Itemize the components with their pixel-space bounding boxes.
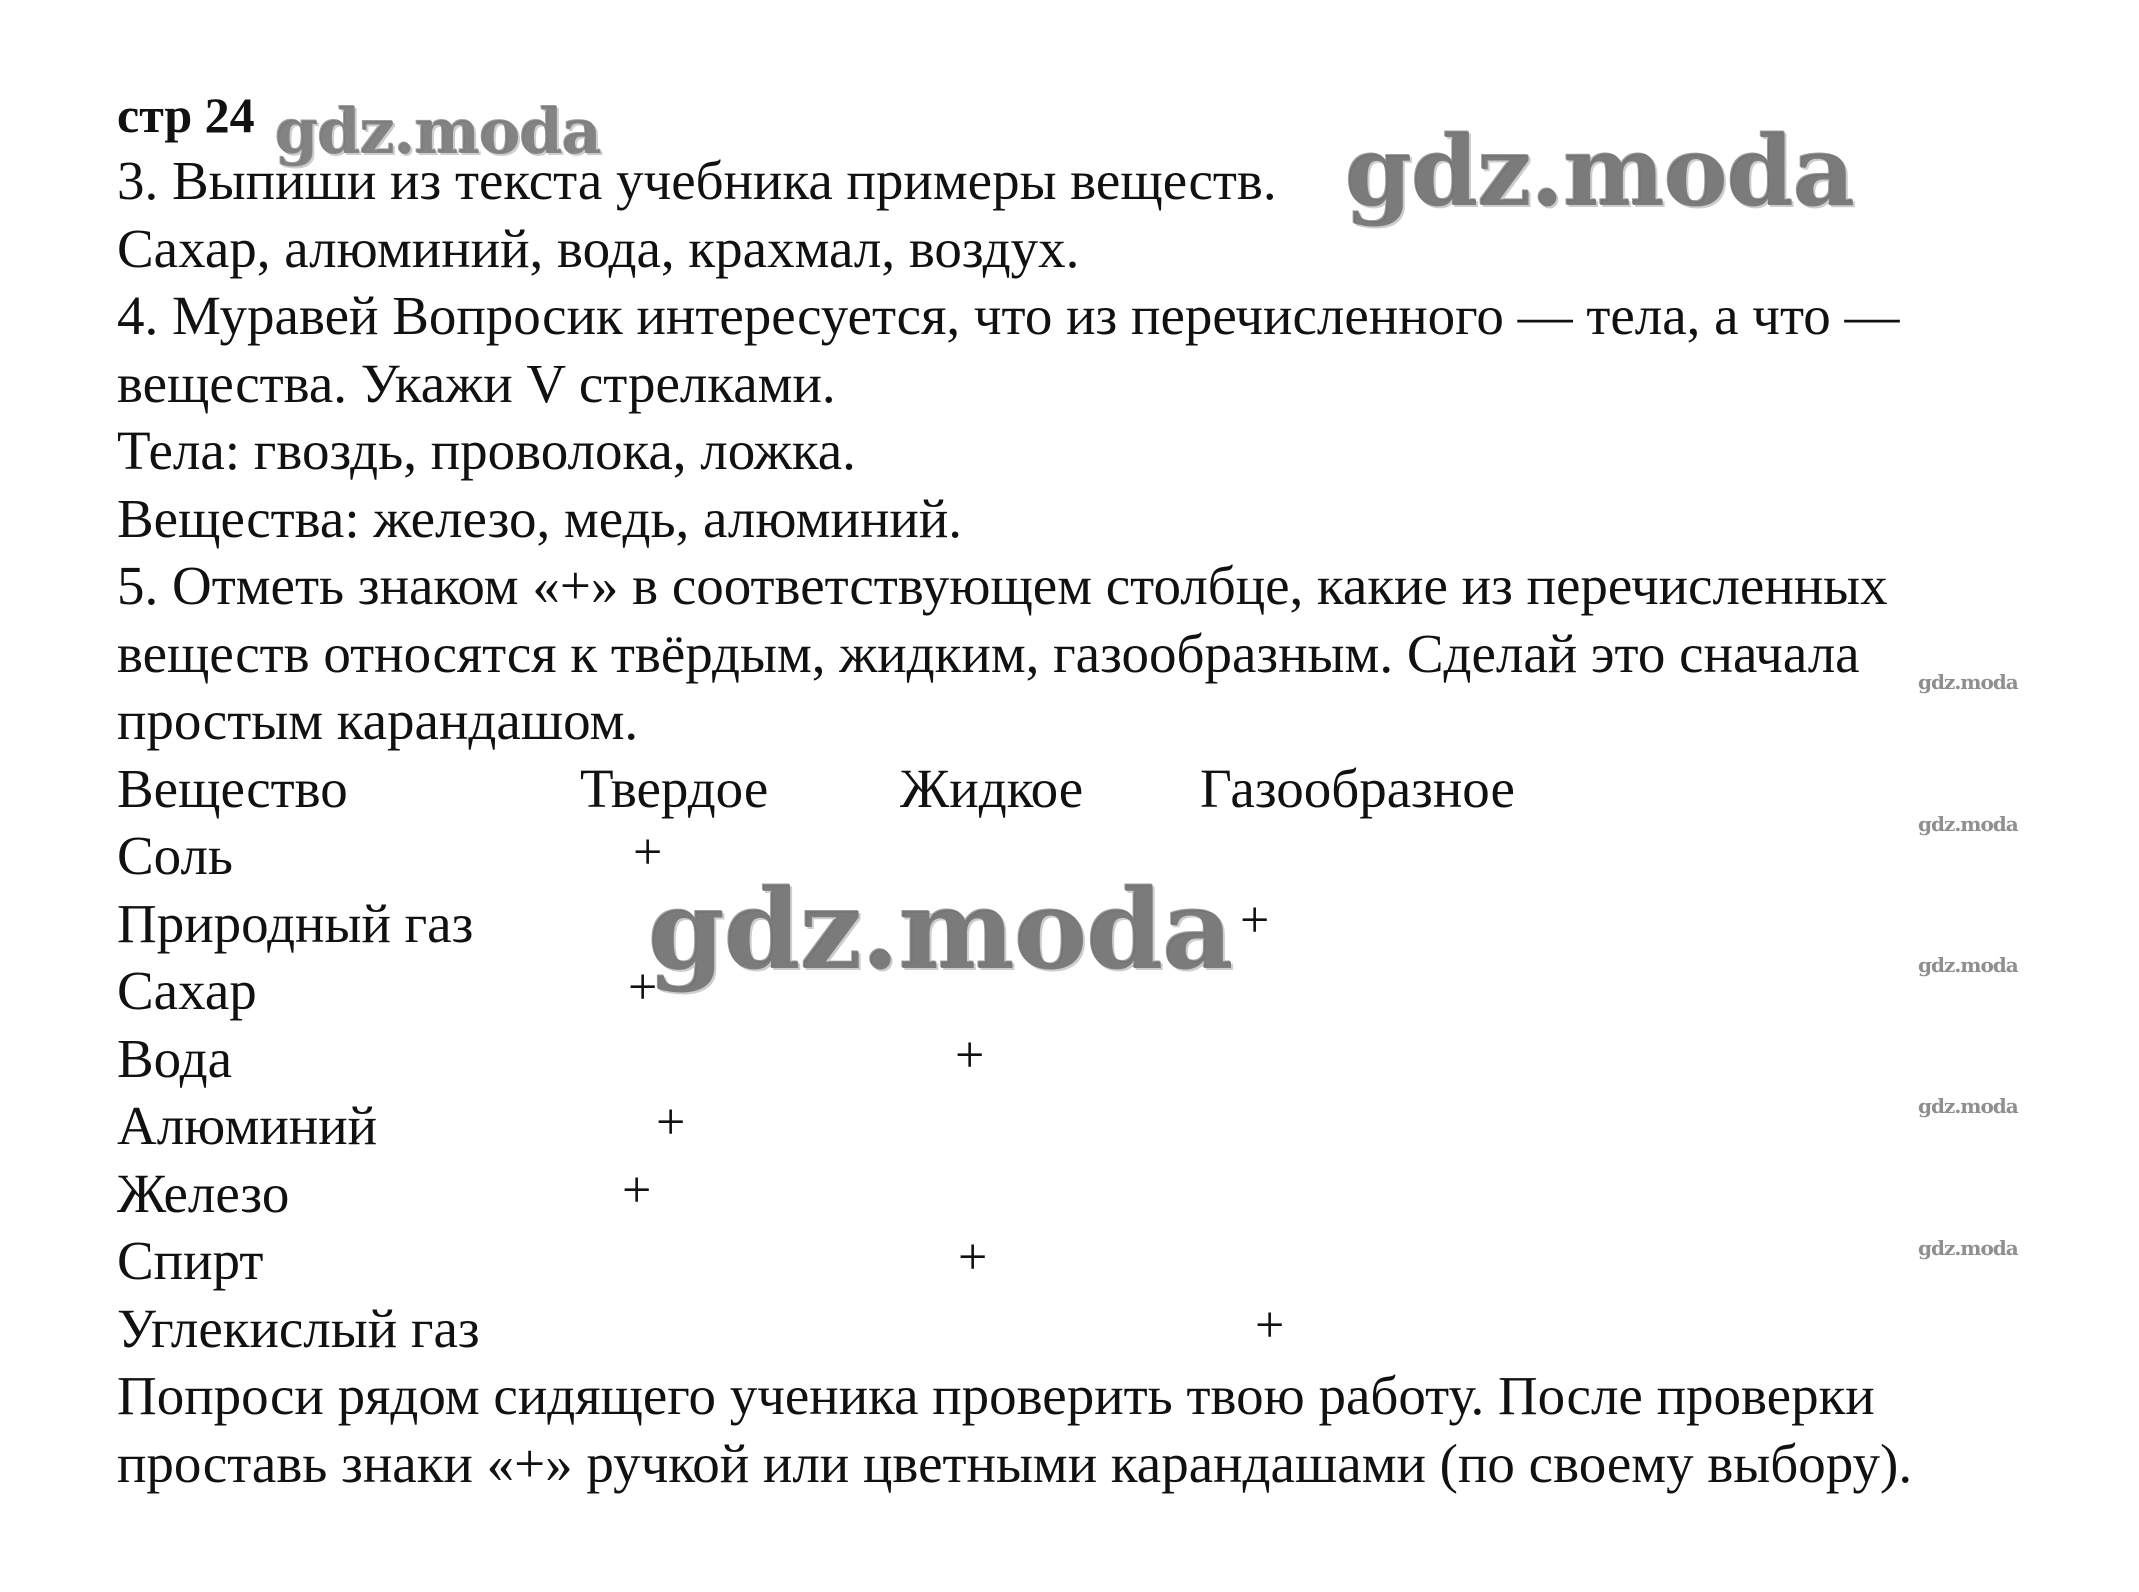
task5-footer-line1: Попроси рядом сидящего ученика проверить твою работу. После проверки: [117, 1365, 1875, 1426]
watermark-logo: gdz.moda: [1918, 953, 2018, 977]
table-row-mark: +: [656, 1094, 686, 1151]
task3-answer: Сахар, алюминий, вода, крахмал, воздух.: [117, 218, 1080, 279]
table-row-name: Спирт: [117, 1230, 264, 1291]
watermark-logo: gdz.moda: [1918, 670, 2018, 694]
task4-answer-bodies: Тела: гвоздь, проволока, ложка.: [117, 420, 856, 481]
task4-question-line2: вещества. Укажи V стрелками.: [117, 353, 836, 414]
task4-answer-substances: Вещества: железо, медь, алюминий.: [117, 488, 963, 549]
table-row-name: Соль: [117, 825, 233, 886]
watermark-logo: gdz.moda: [1345, 115, 1855, 228]
table-row-mark: +: [958, 1229, 988, 1286]
table-row-mark: +: [633, 824, 663, 881]
watermark-logo: gdz.moda: [275, 95, 601, 168]
table-row-mark: +: [1255, 1297, 1285, 1354]
table-row-name: Железо: [117, 1163, 290, 1224]
table-row-name: Вода: [117, 1028, 232, 1089]
task5-question-line2: веществ относятся к твёрдым, жидким, газообразным. Сделай это сначала: [117, 623, 1860, 684]
task5-question-line3: простым карандашом.: [117, 690, 639, 751]
table-header-liquid: Жидкое: [900, 758, 1084, 819]
task5-question-line1: 5. Отметь знаком «+» в соответствующем столбце, какие из перечисленных: [117, 555, 1888, 616]
table-header-gas: Газообразное: [1200, 758, 1515, 819]
watermark-logo: gdz.moda: [1918, 1094, 2018, 1118]
watermark-logo: gdz.moda: [648, 865, 1233, 994]
table-header-solid: Твердое: [580, 758, 769, 819]
table-row-mark: +: [1240, 892, 1270, 949]
table-row-name: Углекислый газ: [117, 1298, 480, 1359]
table-row-mark: +: [622, 1162, 652, 1219]
table-row-name: Сахар: [117, 960, 257, 1021]
page-number-heading: стр 24: [117, 87, 255, 143]
task4-question-line1: 4. Муравей Вопросик интересуется, что из перечисленного — тела, а что —: [117, 285, 1900, 346]
watermark-logo: gdz.moda: [1918, 812, 2018, 836]
table-row-name: Природный газ: [117, 893, 474, 954]
table-header-substance: Вещество: [117, 758, 348, 819]
table-row-mark: +: [628, 959, 658, 1016]
table-row-mark: +: [955, 1027, 985, 1084]
task5-footer-line2: проставь знаки «+» ручкой или цветными карандашами (по своему выбору).: [117, 1433, 1913, 1494]
table-row-name: Алюминий: [117, 1095, 378, 1156]
task3-question: 3. Выпиши из текста учебника примеры веществ.: [117, 150, 1277, 211]
watermark-logo: gdz.moda: [1918, 1236, 2018, 1260]
